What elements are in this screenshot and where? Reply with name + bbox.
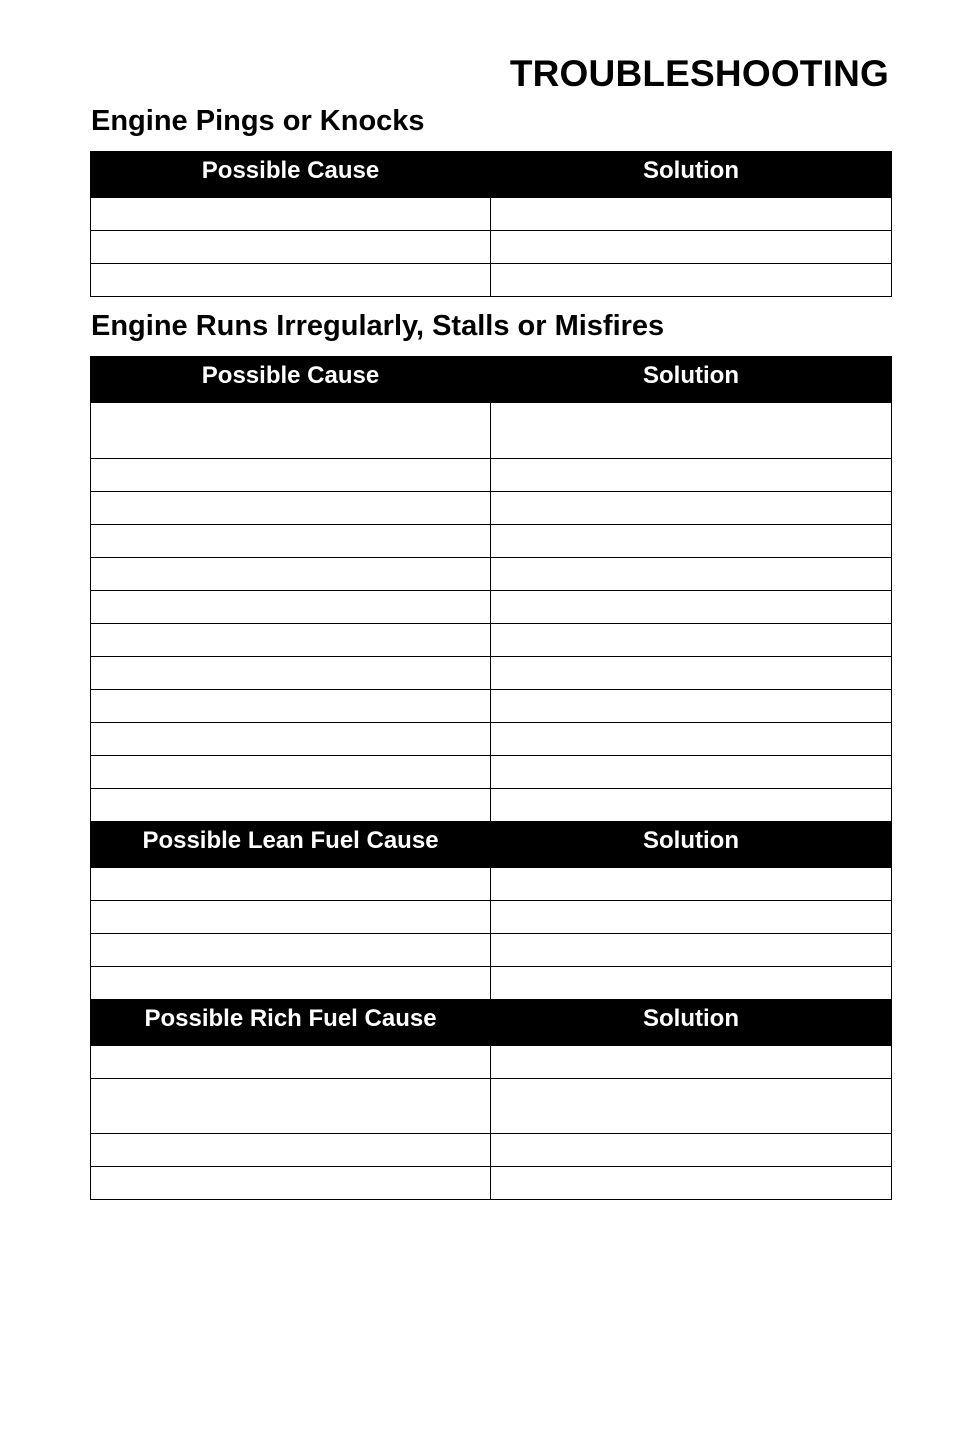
table-engine-pings bbox=[90, 151, 892, 297]
table-row bbox=[91, 591, 892, 624]
table-row bbox=[91, 789, 892, 822]
cause-cell bbox=[91, 756, 491, 789]
solution-cell bbox=[491, 967, 892, 1000]
table-row bbox=[91, 756, 892, 789]
column-header-solution: Solution bbox=[491, 822, 892, 868]
table-row bbox=[91, 868, 892, 901]
table-row bbox=[91, 525, 892, 558]
solution-cell bbox=[491, 459, 892, 492]
solution-cell bbox=[491, 558, 892, 591]
solution-cell bbox=[491, 624, 892, 657]
solution-cell bbox=[491, 1046, 892, 1079]
table-row bbox=[91, 403, 892, 459]
cause-cell bbox=[91, 1079, 491, 1134]
table-row bbox=[91, 934, 892, 967]
cause-cell bbox=[91, 1046, 491, 1079]
cause-cell bbox=[91, 967, 491, 1000]
table-row bbox=[91, 690, 892, 723]
cause-cell bbox=[91, 1167, 491, 1200]
table-row bbox=[91, 1046, 892, 1079]
solution-cell bbox=[491, 591, 892, 624]
solution-cell bbox=[491, 525, 892, 558]
solution-cell bbox=[491, 723, 892, 756]
solution-cell bbox=[491, 1134, 892, 1167]
cause-cell bbox=[91, 868, 491, 901]
table-row bbox=[91, 901, 892, 934]
cause-cell bbox=[91, 558, 491, 591]
solution-cell bbox=[491, 789, 892, 822]
column-header-solution: Solution bbox=[491, 152, 892, 198]
table-row bbox=[91, 459, 892, 492]
table-row bbox=[91, 657, 892, 690]
solution-cell bbox=[491, 1167, 892, 1200]
solution-cell bbox=[491, 1079, 892, 1134]
cause-cell bbox=[91, 624, 491, 657]
cause-cell bbox=[91, 403, 491, 459]
solution-cell bbox=[491, 198, 892, 231]
cause-cell bbox=[91, 264, 491, 297]
cause-cell bbox=[91, 459, 491, 492]
table-row bbox=[91, 1134, 892, 1167]
table-row bbox=[91, 624, 892, 657]
cause-cell bbox=[91, 901, 491, 934]
section-heading-engine-runs-irregularly: Engine Runs Irregularly, Stalls or Misfires bbox=[91, 310, 665, 342]
table-header-row bbox=[91, 357, 892, 403]
cause-cell bbox=[91, 690, 491, 723]
column-header-possible-rich-fuel-cause: Possible Rich Fuel Cause bbox=[91, 1000, 491, 1046]
cause-cell bbox=[91, 1134, 491, 1167]
column-header-possible-cause: Possible Cause bbox=[91, 152, 491, 198]
cause-cell bbox=[91, 492, 491, 525]
column-header-solution: Solution bbox=[491, 357, 892, 403]
table-row bbox=[91, 492, 892, 525]
table-header-row-rich-fuel bbox=[91, 1000, 892, 1046]
solution-cell bbox=[491, 657, 892, 690]
table-row bbox=[91, 1079, 892, 1134]
cause-cell bbox=[91, 525, 491, 558]
table-header-row-lean-fuel bbox=[91, 822, 892, 868]
solution-cell bbox=[491, 492, 892, 525]
table-row bbox=[91, 723, 892, 756]
column-header-solution: Solution bbox=[491, 1000, 892, 1046]
section-heading-engine-pings: Engine Pings or Knocks bbox=[91, 105, 425, 137]
table-row bbox=[91, 264, 892, 297]
cause-cell bbox=[91, 934, 491, 967]
table-row bbox=[91, 198, 892, 231]
table-row bbox=[91, 967, 892, 1000]
solution-cell bbox=[491, 756, 892, 789]
table-row bbox=[91, 1167, 892, 1200]
column-header-possible-lean-fuel-cause: Possible Lean Fuel Cause bbox=[91, 822, 491, 868]
cause-cell bbox=[91, 789, 491, 822]
solution-cell bbox=[491, 231, 892, 264]
column-header-possible-cause: Possible Cause bbox=[91, 357, 491, 403]
cause-cell bbox=[91, 723, 491, 756]
solution-cell bbox=[491, 403, 892, 459]
cause-cell bbox=[91, 657, 491, 690]
solution-cell bbox=[491, 868, 892, 901]
table-header-row bbox=[91, 152, 892, 198]
cause-cell bbox=[91, 591, 491, 624]
solution-cell bbox=[491, 934, 892, 967]
solution-cell bbox=[491, 901, 892, 934]
cause-cell bbox=[91, 231, 491, 264]
page-title: TROUBLESHOOTING bbox=[509, 53, 889, 94]
table-row bbox=[91, 231, 892, 264]
solution-cell bbox=[491, 264, 892, 297]
table-row bbox=[91, 558, 892, 591]
table-engine-runs-irregularly bbox=[90, 356, 892, 1200]
solution-cell bbox=[491, 690, 892, 723]
cause-cell bbox=[91, 198, 491, 231]
